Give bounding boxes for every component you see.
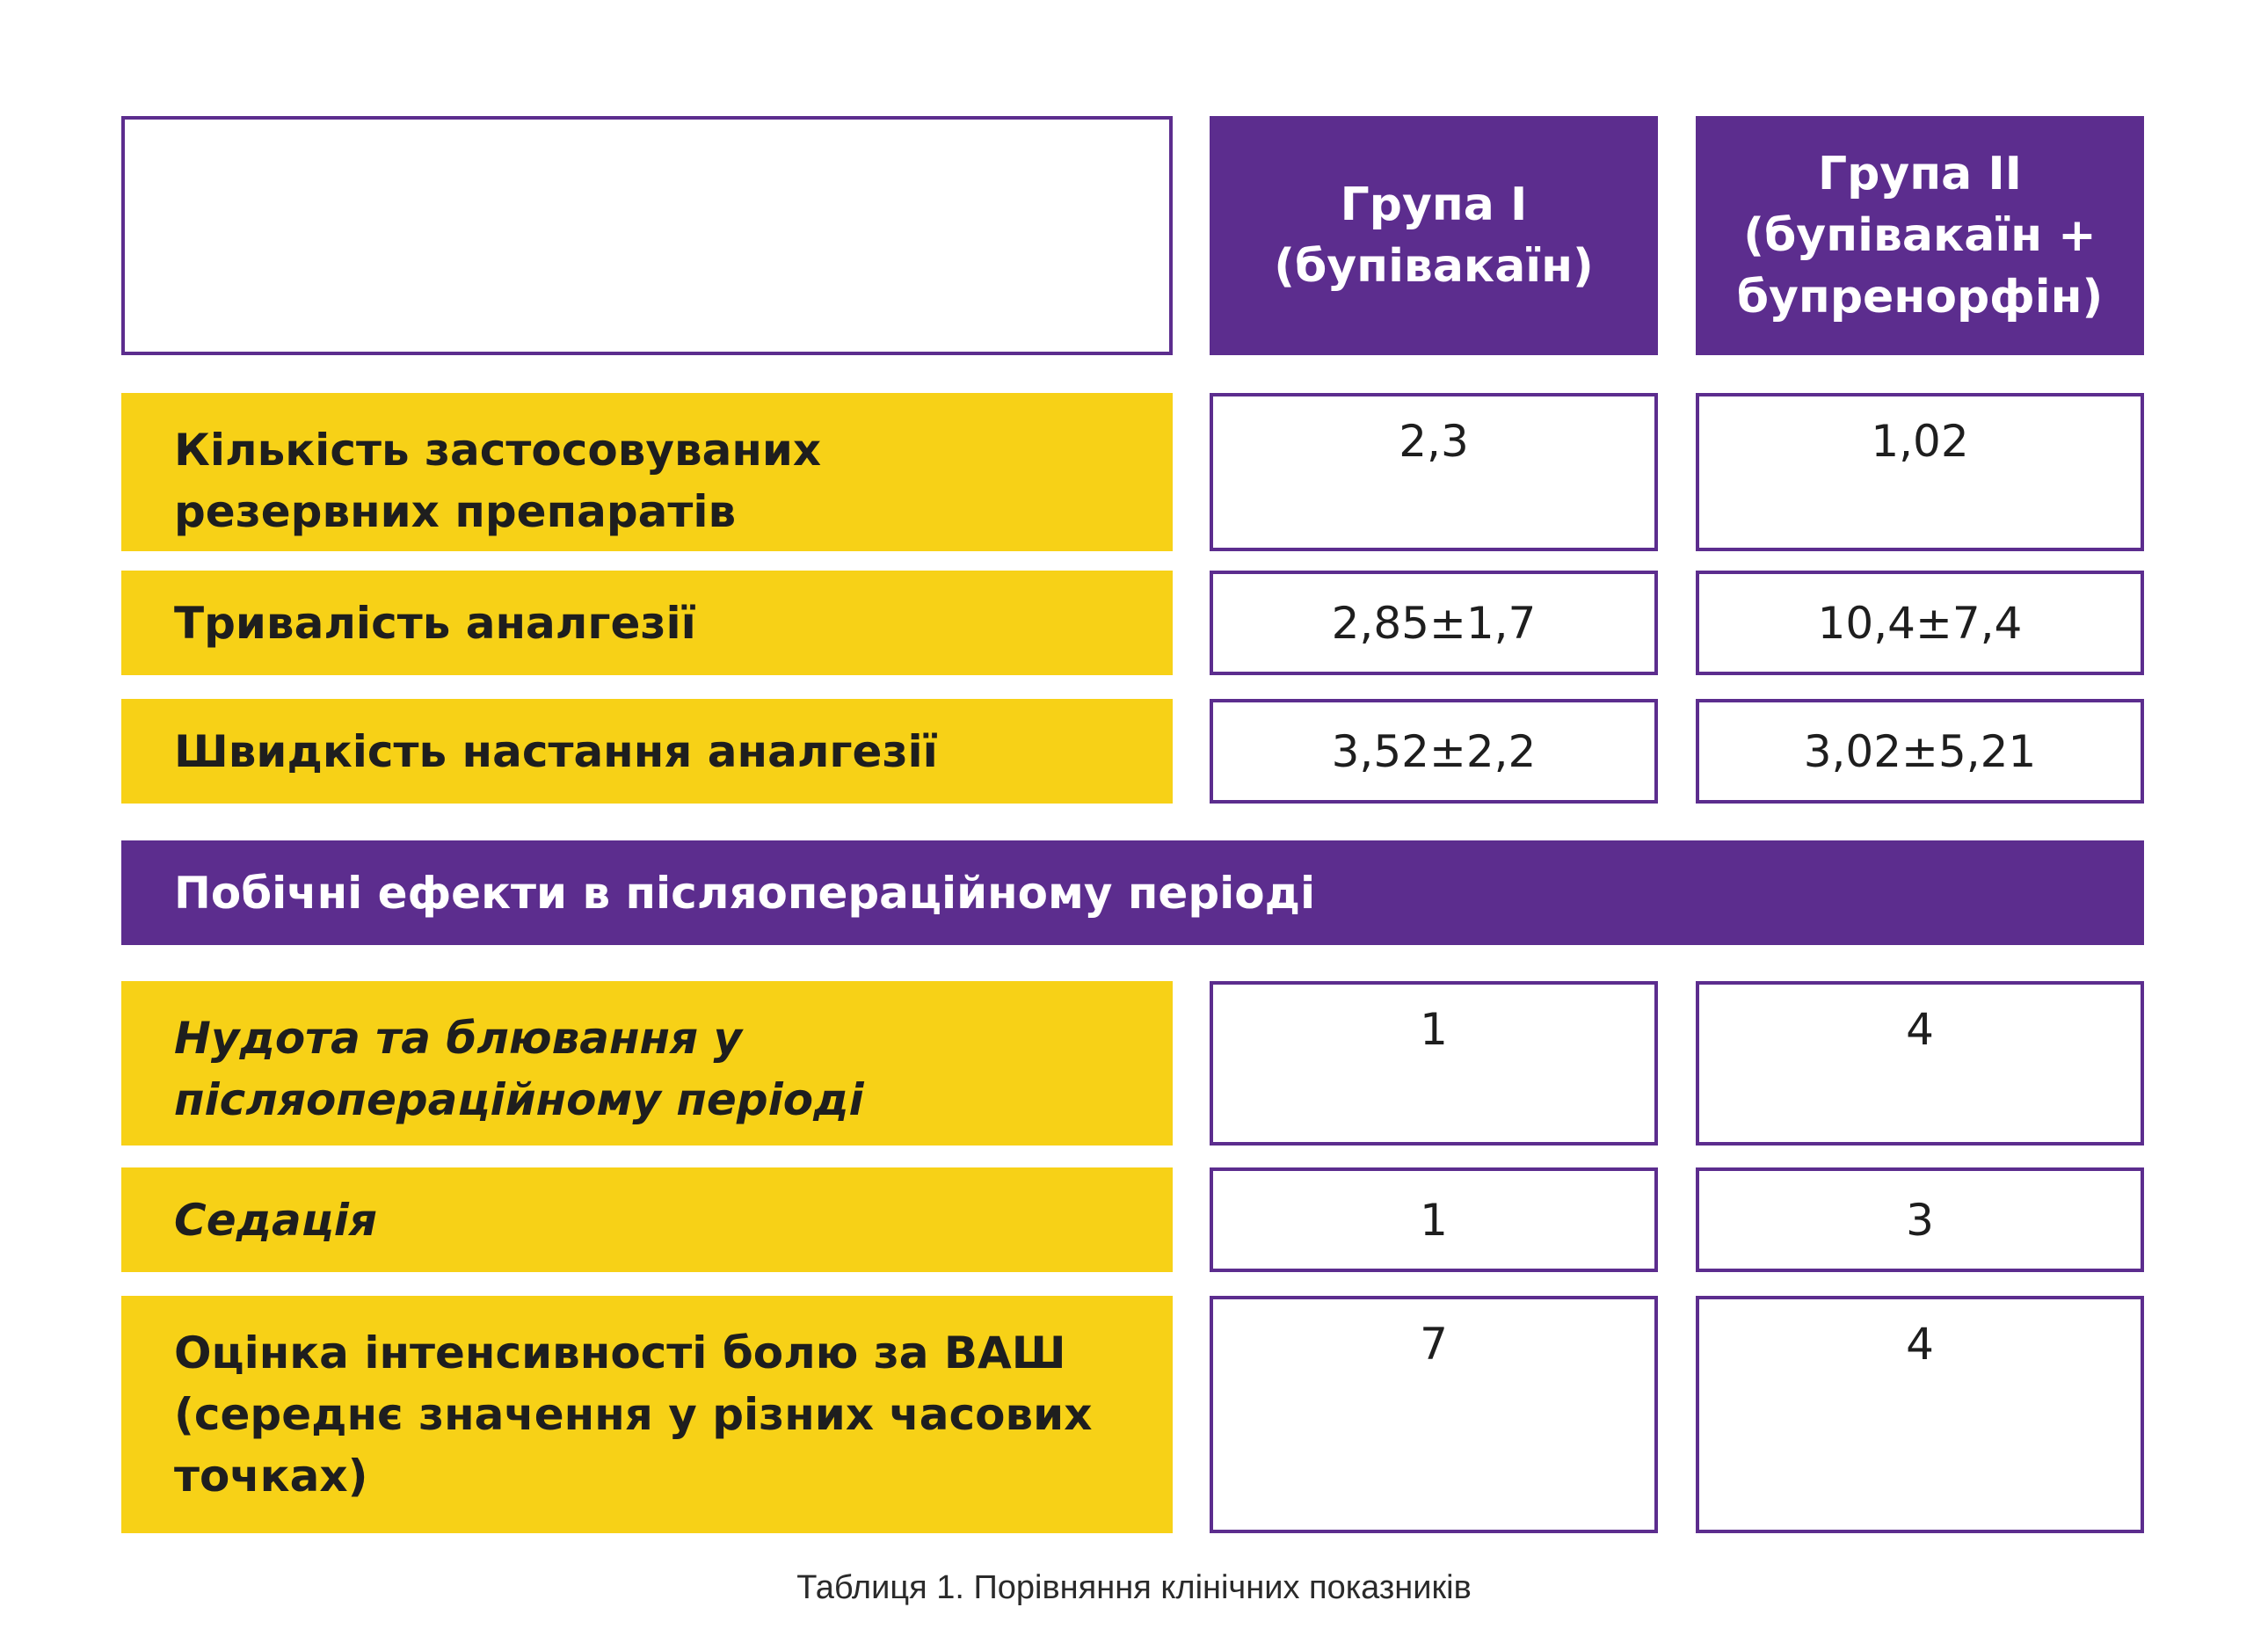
cell-analgesia-onset-group-1: 3,52±2,2 xyxy=(1210,699,1658,804)
row-label-sedation: Седація xyxy=(121,1167,1173,1272)
row-label-pain-vas: Оцінка інтенсивності болю за ВАШ (середнє значення у різних часових точках) xyxy=(121,1296,1173,1533)
row-label-analgesia-duration: Тривалість аналгезії xyxy=(121,571,1173,675)
cell-pain-vas-group-1: 7 xyxy=(1210,1296,1658,1533)
cell-nausea-group-1: 1 xyxy=(1210,981,1658,1146)
row-label-analgesia-onset: Швидкість настання аналгезії xyxy=(121,699,1173,804)
header-group-1: Група I (бупівакаїн) xyxy=(1210,116,1658,355)
cell-sedation-group-2: 3 xyxy=(1696,1167,2144,1272)
header-empty-cell xyxy=(121,116,1173,355)
section-title-side-effects: Побічні ефекти в післяопераційному періоді xyxy=(121,840,2144,945)
table-caption: Таблиця 1. Порівняння клінічних показників xyxy=(796,1569,1472,1606)
row-label-nausea: Нудота та блювання у післяопераційному періоді xyxy=(121,981,1173,1146)
cell-analgesia-duration-group-2: 10,4±7,4 xyxy=(1696,571,2144,675)
cell-nausea-group-2: 4 xyxy=(1696,981,2144,1146)
row-label-reserve-drugs: Кількість застосовуваних резервних препаратів xyxy=(121,393,1173,551)
cell-sedation-group-1: 1 xyxy=(1210,1167,1658,1272)
cell-analgesia-duration-group-1: 2,85±1,7 xyxy=(1210,571,1658,675)
header-group-2: Група II (бупівакаїн + бупренорфін) xyxy=(1696,116,2144,355)
cell-reserve-drugs-group-1: 2,3 xyxy=(1210,393,1658,551)
cell-analgesia-onset-group-2: 3,02±5,21 xyxy=(1696,699,2144,804)
cell-pain-vas-group-2: 4 xyxy=(1696,1296,2144,1533)
cell-reserve-drugs-group-2: 1,02 xyxy=(1696,393,2144,551)
